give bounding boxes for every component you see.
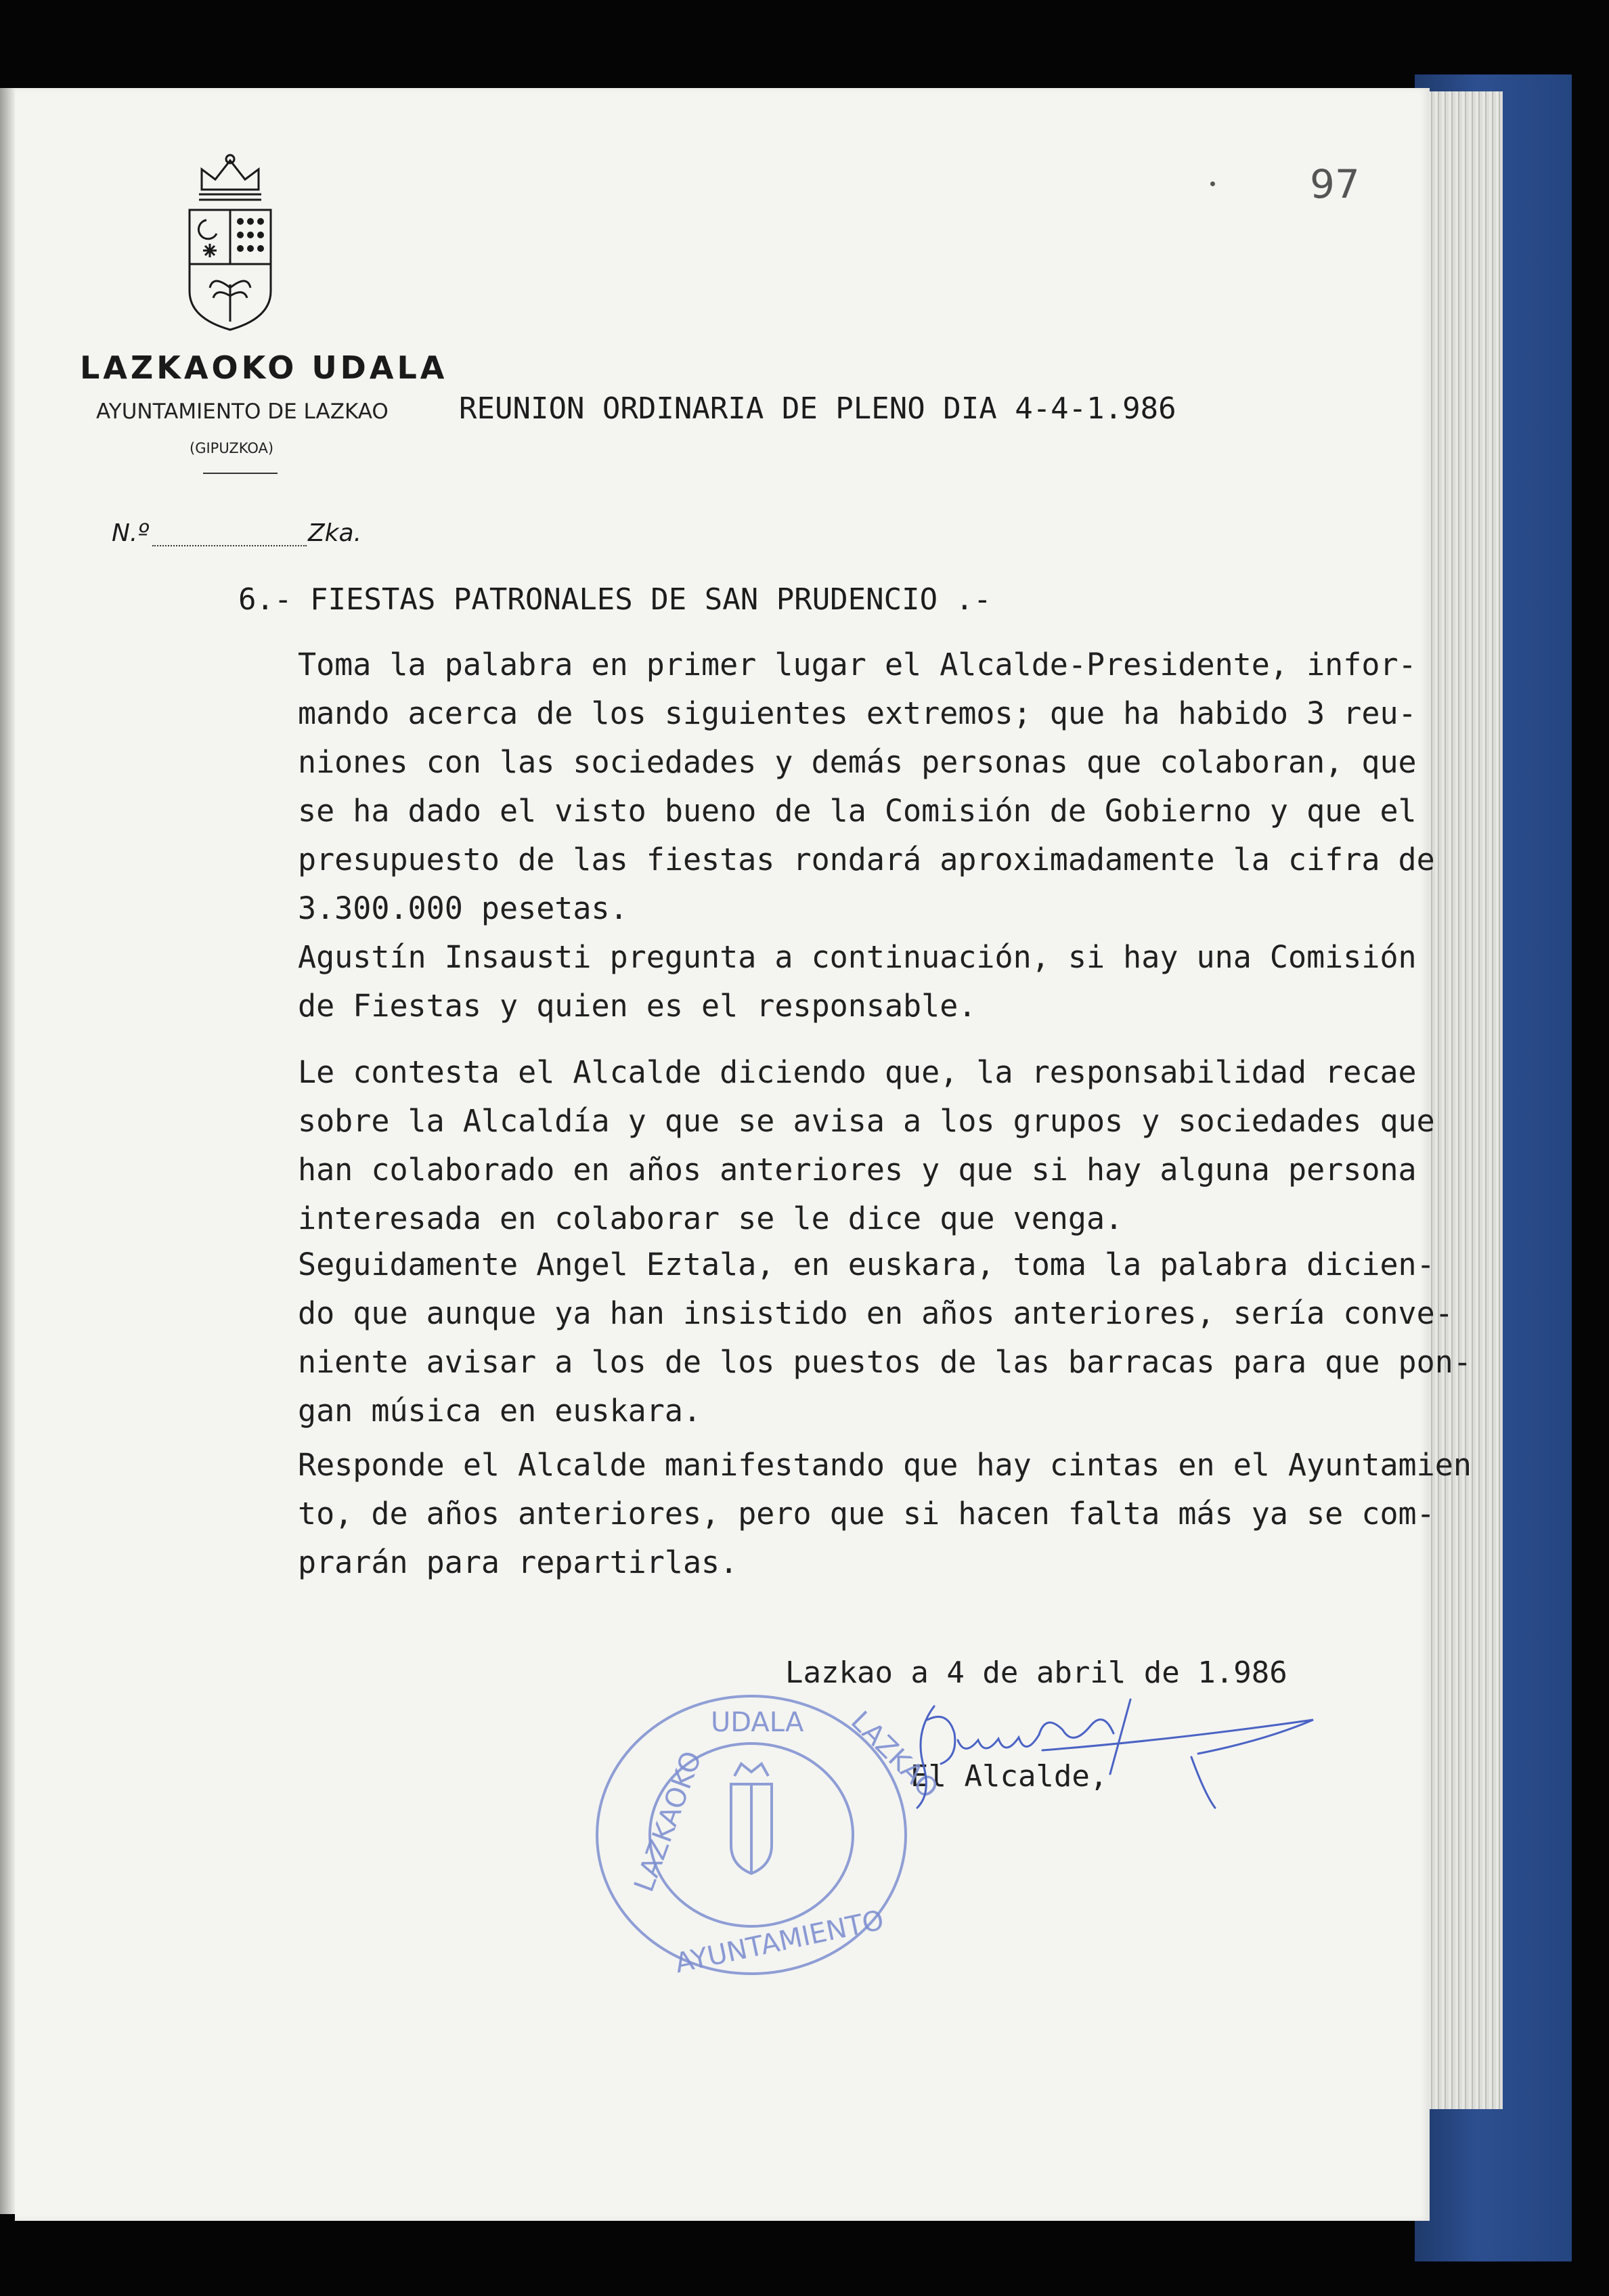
text-line: Agustín Insausti pregunta a continuación, si hay una Comisión (298, 939, 1417, 975)
text-line: niones con las sociedades y demás personas que colaboran, que (298, 744, 1417, 780)
handwritten-signature (887, 1693, 1320, 1869)
text-line: to, de años anteriores, pero que si hacen falta más ya se com- (298, 1496, 1435, 1532)
text-line: de Fiestas y quien es el responsable. (298, 988, 977, 1024)
paragraph-eztala-request (298, 1240, 1472, 1435)
text-line: sobre la Alcaldía y que se avisa a los grupos y sociedades que (298, 1103, 1435, 1139)
paragraph-mayor-report (298, 641, 1435, 933)
stamp-text-top: UDALA (711, 1707, 804, 1738)
place-date: Lazkao a 4 de abril de 1.986 (785, 1655, 1287, 1690)
text-line: Le contesta el Alcalde diciendo que, la responsabilidad recae (298, 1054, 1417, 1090)
org-name: LAZKAOKO UDALA (80, 349, 448, 386)
text-line: mando acerca de los siguientes extremos; que ha habido 3 reu- (298, 695, 1417, 731)
ref-number-blank (152, 545, 307, 546)
text-line: 3.300.000 pesetas. (298, 890, 628, 926)
signatory-title: El Alcalde, (910, 1759, 1108, 1794)
divider (203, 473, 278, 474)
ref-number-suffix: Zka. (308, 519, 362, 547)
paragraph-mayor-answer (298, 1048, 1435, 1243)
text-line: do que aunque ya han insistido en años anteriores, sería conve- (298, 1295, 1453, 1331)
text-line: Seguidamente Angel Eztala, en euskara, toma la palabra dicien- (298, 1247, 1435, 1282)
ref-number-label: N.º (112, 519, 150, 547)
text-line: presupuesto de las fiestas rondará aproximadamente la cifra de (298, 842, 1435, 878)
org-province: (GIPUZKOA) (190, 440, 274, 456)
text-line: prarán para repartirlas. (298, 1544, 739, 1580)
stamp-text-bottom: AYUNTAMIENTO (672, 1905, 887, 1980)
text-line: Responde el Alcalde manifestando que hay cintas en el Ayuntamien (298, 1447, 1472, 1483)
meeting-title: REUNION ORDINARIA DE PLENO DIA 4-4-1.986 (459, 391, 1176, 426)
org-subtitle: AYUNTAMIENTO DE LAZKAO (96, 399, 389, 424)
text-line: han colaborado en años anteriores y que si hay alguna persona (298, 1152, 1417, 1188)
stamp-text-right: LAZKAO (844, 1705, 944, 1805)
coat-of-arms-icon (183, 152, 278, 335)
text-line: interesada en colaborar se le dice que venga. (298, 1200, 1124, 1236)
text-line: niente avisar a los de los puestos de las barracas para que pon- (298, 1344, 1472, 1380)
page-number: 97 (1310, 161, 1360, 207)
text-line: gan música en euskara. (298, 1393, 702, 1429)
paragraph-insausti-question (298, 933, 1417, 1031)
ink-dot (1210, 181, 1215, 186)
stamp-text-left: LAZKAOKO (628, 1747, 709, 1897)
facing-page-edge (0, 88, 15, 2214)
municipal-stamp-icon (592, 1689, 944, 1980)
text-line: se ha dado el visto bueno de la Comisión de Gobierno y que el (298, 793, 1417, 829)
text-line: Toma la palabra en primer lugar el Alcalde-Presidente, infor- (298, 647, 1417, 683)
section-heading: 6.- FIESTAS PATRONALES DE SAN PRUDENCIO .- (238, 582, 992, 617)
paragraph-mayor-response (298, 1441, 1472, 1587)
